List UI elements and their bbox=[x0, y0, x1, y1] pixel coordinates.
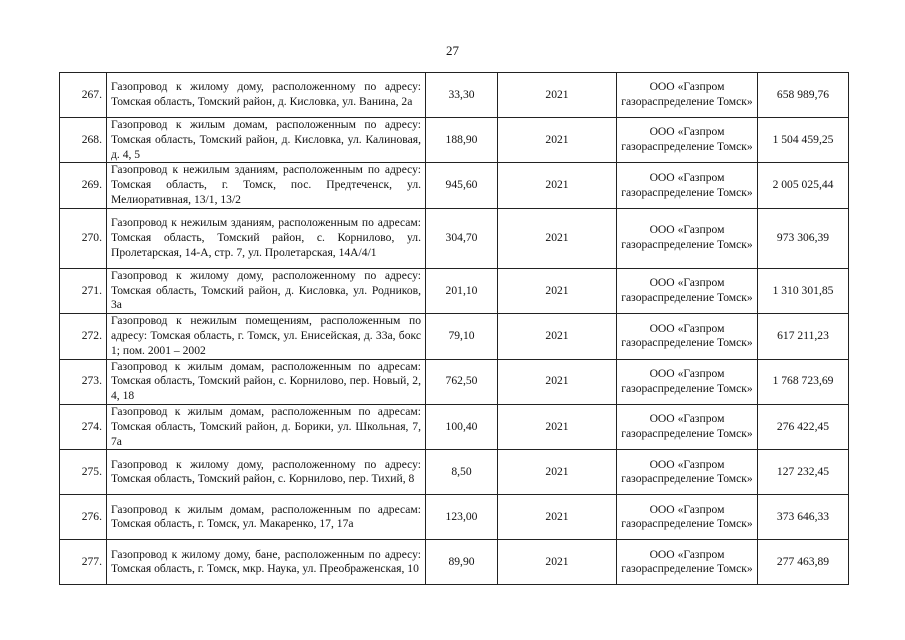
table-row bbox=[60, 314, 849, 359]
commission-year: 2021 bbox=[498, 163, 617, 208]
operating-organization: ООО «Газпром газораспределение Томск» bbox=[617, 314, 758, 359]
table-body bbox=[60, 73, 849, 585]
operating-organization: ООО «Газпром газораспределение Томск» bbox=[617, 359, 758, 404]
cost-value: 373 646,33 bbox=[758, 495, 849, 540]
cost-value: 127 232,45 bbox=[758, 450, 849, 495]
gas-pipeline-registry-table bbox=[59, 72, 849, 585]
object-description: Газопровод к жилым домам, расположенным по адресам: Томская область, г. Томск, ул. Макаренко, 17, 17а bbox=[107, 495, 426, 540]
pipeline-length: 762,50 bbox=[426, 359, 498, 404]
object-description: Газопровод к жилому дому, бане, расположенным по адресу: Томская область, г. Томск, мкр. Наука, ул. Преображенская, 10 bbox=[107, 540, 426, 585]
pipeline-length: 188,90 bbox=[426, 118, 498, 163]
cost-value: 276 422,45 bbox=[758, 404, 849, 449]
cost-value: 1 504 459,25 bbox=[758, 118, 849, 163]
page-number: 27 bbox=[446, 43, 459, 58]
commission-year: 2021 bbox=[498, 540, 617, 585]
operating-organization: ООО «Газпром газораспределение Томск» bbox=[617, 495, 758, 540]
commission-year: 2021 bbox=[498, 314, 617, 359]
row-number: 272. bbox=[60, 314, 107, 359]
object-description: Газопровод к жилым домам, расположенным по адресам: Томская область, Томский район, д. Борики, ул. Школьная, 7, 7а bbox=[107, 404, 426, 449]
object-description: Газопровод к нежилым зданиям, расположенным по адресам: Томская область, Томский район, с. Корнилово, ул. Пролетарская, 14-А, стр. 7, ул. Пролетарская, 14А/4/1 bbox=[107, 208, 426, 268]
row-number: 274. bbox=[60, 404, 107, 449]
table-row bbox=[60, 404, 849, 449]
commission-year: 2021 bbox=[498, 404, 617, 449]
pipeline-length: 33,30 bbox=[426, 73, 498, 118]
cost-value: 658 989,76 bbox=[758, 73, 849, 118]
cost-value: 2 005 025,44 bbox=[758, 163, 849, 208]
pipeline-length: 304,70 bbox=[426, 208, 498, 268]
object-description: Газопровод к жилому дому, расположенному по адресу: Томская область, Томский район, д. Кисловка, ул. Родников, 3а bbox=[107, 268, 426, 313]
cost-value: 277 463,89 bbox=[758, 540, 849, 585]
table-row bbox=[60, 208, 849, 268]
pipeline-length: 79,10 bbox=[426, 314, 498, 359]
operating-organization: ООО «Газпром газораспределение Томск» bbox=[617, 540, 758, 585]
table-row bbox=[60, 450, 849, 495]
row-number: 276. bbox=[60, 495, 107, 540]
row-number: 275. bbox=[60, 450, 107, 495]
table-row bbox=[60, 540, 849, 585]
operating-organization: ООО «Газпром газораспределение Томск» bbox=[617, 118, 758, 163]
object-description: Газопровод к нежилым зданиям, расположенным по адресу: Томская область, г. Томск, пос. Предтеченск, ул. Мелиоративная, 13/1, 13/2 bbox=[107, 163, 426, 208]
table-row bbox=[60, 73, 849, 118]
pipeline-length: 89,90 bbox=[426, 540, 498, 585]
operating-organization: ООО «Газпром газораспределение Томск» bbox=[617, 450, 758, 495]
object-description: Газопровод к жилому дому, расположенному по адресу: Томская область, Томский район, с. Корнилово, пер. Тихий, 8 bbox=[107, 450, 426, 495]
pipeline-length: 201,10 bbox=[426, 268, 498, 313]
table-row bbox=[60, 495, 849, 540]
commission-year: 2021 bbox=[498, 73, 617, 118]
cost-value: 1 768 723,69 bbox=[758, 359, 849, 404]
cost-value: 1 310 301,85 bbox=[758, 268, 849, 313]
row-number: 268. bbox=[60, 118, 107, 163]
operating-organization: ООО «Газпром газораспределение Томск» bbox=[617, 73, 758, 118]
operating-organization: ООО «Газпром газораспределение Томск» bbox=[617, 404, 758, 449]
pipeline-length: 945,60 bbox=[426, 163, 498, 208]
row-number: 269. bbox=[60, 163, 107, 208]
commission-year: 2021 bbox=[498, 450, 617, 495]
row-number: 270. bbox=[60, 208, 107, 268]
commission-year: 2021 bbox=[498, 208, 617, 268]
operating-organization: ООО «Газпром газораспределение Томск» bbox=[617, 268, 758, 313]
table-row bbox=[60, 268, 849, 313]
commission-year: 2021 bbox=[498, 359, 617, 404]
pipeline-length: 8,50 bbox=[426, 450, 498, 495]
row-number: 271. bbox=[60, 268, 107, 313]
object-description: Газопровод к нежилым помещениям, расположенным по адресу: Томская область, г. Томск, ул. Енисейская, д. 33а, бокс 1; пом. 2001 – 2002 bbox=[107, 314, 426, 359]
operating-organization: ООО «Газпром газораспределение Томск» bbox=[617, 208, 758, 268]
object-description: Газопровод к жилым домам, расположенным по адресам: Томская область, Томский район, с. Корнилово, пер. Новый, 2, 4, 18 bbox=[107, 359, 426, 404]
object-description: Газопровод к жилому дому, расположенному по адресу: Томская область, Томский район, д. Кисловка, ул. Ванина, 2а bbox=[107, 73, 426, 118]
commission-year: 2021 bbox=[498, 118, 617, 163]
table-row bbox=[60, 118, 849, 163]
row-number: 267. bbox=[60, 73, 107, 118]
table-row bbox=[60, 163, 849, 208]
row-number: 273. bbox=[60, 359, 107, 404]
pipeline-length: 123,00 bbox=[426, 495, 498, 540]
row-number: 277. bbox=[60, 540, 107, 585]
object-description: Газопровод к жилым домам, расположенным по адресу: Томская область, Томский район, д. Кисловка, ул. Калиновая, д. 4, 5 bbox=[107, 118, 426, 163]
commission-year: 2021 bbox=[498, 495, 617, 540]
cost-value: 973 306,39 bbox=[758, 208, 849, 268]
commission-year: 2021 bbox=[498, 268, 617, 313]
pipeline-length: 100,40 bbox=[426, 404, 498, 449]
cost-value: 617 211,23 bbox=[758, 314, 849, 359]
operating-organization: ООО «Газпром газораспределение Томск» bbox=[617, 163, 758, 208]
table-row bbox=[60, 359, 849, 404]
